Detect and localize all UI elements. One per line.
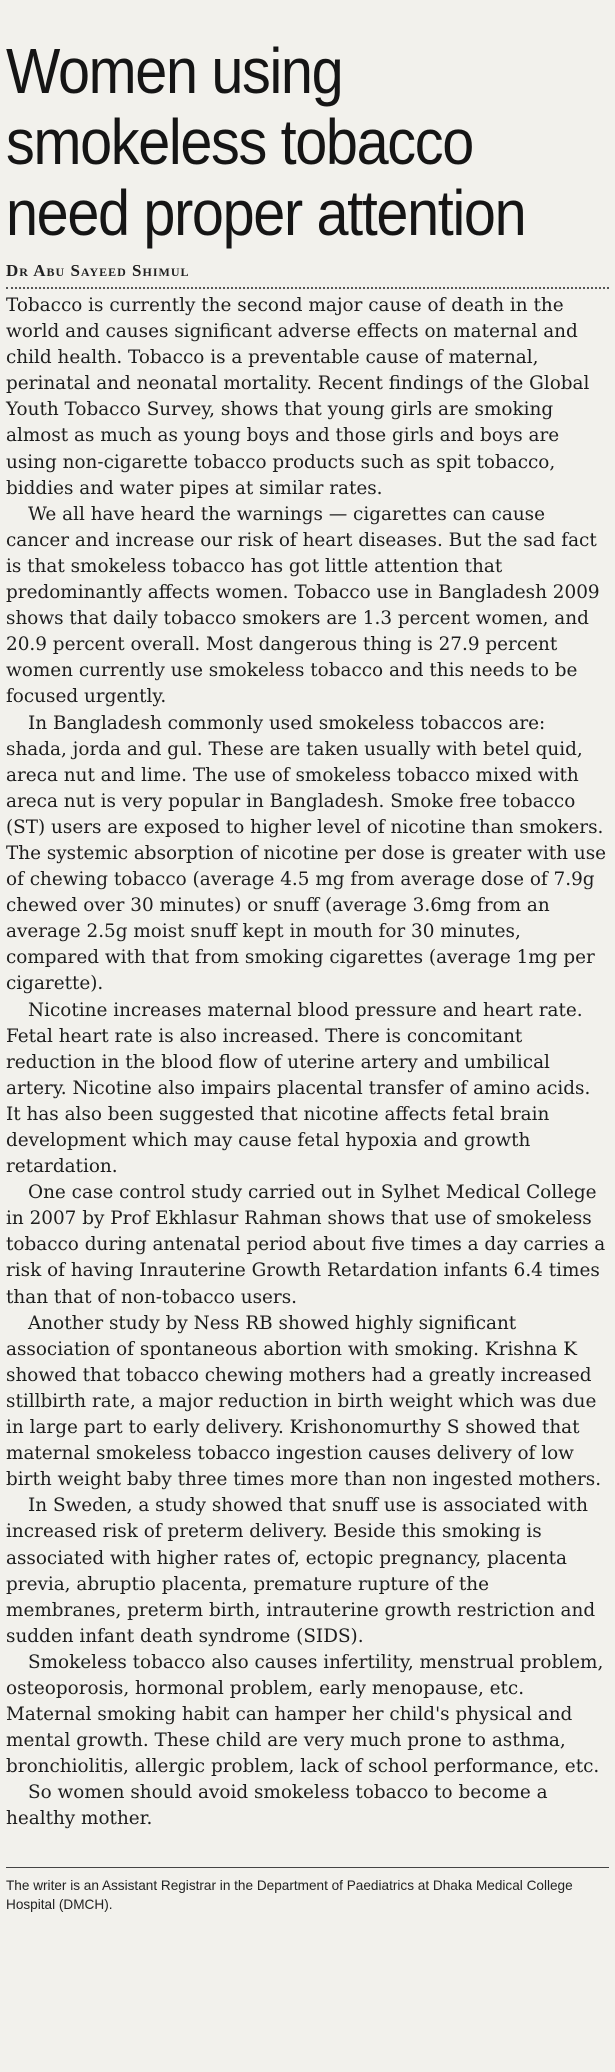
paragraph-3: In Bangladesh commonly used smokeless tobaccos are: shada, jorda and gul. These are taken usually with betel quid, areca nut and lime. The use of smokeless tobacco mixed with areca nut is very popular in Bangladesh. Smoke free tobacco (ST) users are exposed to higher level of nicotine than smokers. The systemic absorption of nicotine per dose is greater with use of chewing tobacco (average 4.5 mg from average dose of 7.9g chewed over 30 minutes) or snuff (average 3.6mg from an average 2.5g moist snuff kept in mouth for 30 minutes, compared with that from smoking cigarettes (average 1mg per cigarette). <box>6 712 607 995</box>
paragraph-4: Nicotine increases maternal blood pressure and heart rate. Fetal heart rate is also increased. There is concomitant reduction in the blood flow of uterine artery and umbilical artery. Nicotine also impairs placental transfer of amino acids. It has also been suggested that nicotine affects fetal brain development which may cause fetal hypoxia and growth retardation. <box>6 999 591 1178</box>
headline-line-2: smokeless tobacco <box>6 106 473 178</box>
author-note: The writer is an Assistant Registrar in the Department of Paediatrics at Dhaka Medical College Hospital (DMCH). <box>6 1877 573 1912</box>
headline-line-3: need proper attention <box>6 177 526 249</box>
article-body <box>6 293 609 1833</box>
paragraph-6: Another study by Ness RB showed highly significant association of spontaneous abortion with smoking. Krishna K showed that tobacco chewing mothers had a greatly increased stillbirth rate, a major reduction in birth weight which was due in large part to early delivery. Krishonomurthy S showed that maternal smokeless tobacco ingestion causes delivery of low birth weight baby three times more than non ingested mothers. <box>6 1312 602 1491</box>
footer-divider <box>6 1867 609 1868</box>
paragraph-8: Smokeless tobacco also causes infertility, menstrual problem, osteoporosis, hormonal problem, early menopause, etc. Maternal smoking habit can hamper her child's physical and mental growth. These child are very much prone to asthma, bronchiolitis, allergic problem, lack of school performance, etc. <box>6 1651 604 1778</box>
article-page <box>6 0 609 2072</box>
paragraph-7: In Sweden, a study showed that snuff use is associated with increased risk of preterm delivery. Beside this smoking is associated with higher rates of, ectopic pregnancy, placenta previa, abruptio placenta, premature rupture of the membranes, preterm birth, intrauterine growth restriction and sudden infant death syndrome (SIDS). <box>6 1495 596 1647</box>
paragraph-5: One case control study carried out in Sylhet Medical College in 2007 by Prof Ekhlasur Rahman shows that use of smokeless tobacco during antenatal period about five times a day carries a risk of having Inrauterine Growth Retardation infants 6.4 times than that of non-tobacco users. <box>6 1182 606 1308</box>
author-byline: Dr Abu Sayeed Shimul <box>6 261 190 280</box>
paragraph-9: So women should avoid smokeless tobacco to become a healthy mother. <box>6 1782 548 1830</box>
paragraph-1: Tobacco is currently the second major cause of death in the world and causes significant adverse effects on maternal and child health. Tobacco is a preventable cause of maternal, perinatal and neonatal mortality. Recent findings of the Global Youth Tobacco Survey, shows that young girls are smoking almost as much as young boys and those girls and boys are using non-cigarette tobacco products such as spit tobacco, biddies and water pipes at similar rates. <box>6 295 590 499</box>
dotted-divider <box>6 287 609 289</box>
paragraph-2: We all have heard the warnings — cigarettes can cause cancer and increase our risk of heart diseases. But the sad fact is that smokeless tobacco has got little attention that predominantly affects women. Tobacco use in Bangladesh 2009 shows that daily tobacco smokers are 1.3 percent women, and 20.9 percent overall. Most dangerous thing is 27.9 percent women currently use smokeless tobacco and this needs to be focused urgently. <box>6 503 600 708</box>
article-headline <box>6 0 549 249</box>
headline-line-1: Women using <box>6 35 343 107</box>
